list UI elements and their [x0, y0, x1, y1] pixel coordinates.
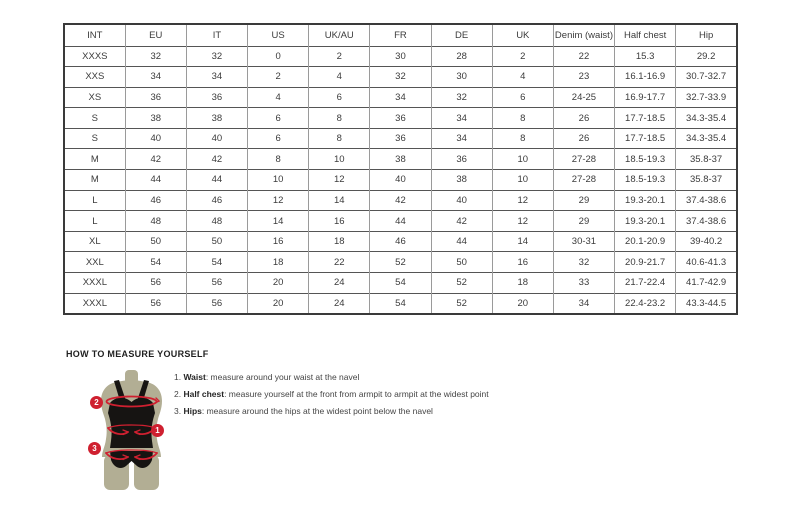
table-cell: 34	[125, 67, 186, 88]
table-cell: 12	[309, 170, 370, 191]
step-term: Half chest	[183, 389, 225, 399]
table-cell: 24-25	[553, 87, 614, 108]
col-header-it: IT	[186, 24, 247, 46]
table-cell: 12	[492, 211, 553, 232]
table-cell: 34	[186, 67, 247, 88]
table-cell: 18	[492, 273, 553, 294]
table-cell: 0	[248, 46, 309, 67]
table-cell: 56	[186, 273, 247, 294]
table-cell: 20	[492, 293, 553, 314]
table-cell: 32	[125, 46, 186, 67]
table-row	[64, 128, 737, 149]
table-cell: 48	[186, 211, 247, 232]
table-cell: 42	[370, 190, 431, 211]
table-cell: 27-28	[553, 149, 614, 170]
table-cell: 2	[248, 67, 309, 88]
table-cell: 18	[248, 252, 309, 273]
table-cell: 56	[125, 273, 186, 294]
table-cell: 19.3-20.1	[615, 211, 676, 232]
table-cell: XXXS	[64, 46, 125, 67]
table-cell: 18.5-19.3	[615, 170, 676, 191]
table-row	[64, 87, 737, 108]
table-cell: 32	[186, 46, 247, 67]
table-cell: 42	[431, 211, 492, 232]
table-cell: 8	[309, 108, 370, 129]
table-row	[64, 190, 737, 211]
table-cell: L	[64, 211, 125, 232]
table-cell: 44	[431, 231, 492, 252]
table-cell: 10	[492, 170, 553, 191]
table-row	[64, 46, 737, 67]
table-cell: 35.8-37	[676, 149, 737, 170]
table-cell: 12	[492, 190, 553, 211]
table-cell: 16	[248, 231, 309, 252]
table-cell: 44	[125, 170, 186, 191]
table-cell: XXXL	[64, 293, 125, 314]
table-cell: 4	[492, 67, 553, 88]
table-cell: 20	[248, 293, 309, 314]
table-cell: 4	[309, 67, 370, 88]
table-cell: 30	[370, 46, 431, 67]
table-cell: 6	[309, 87, 370, 108]
table-cell: 42	[186, 149, 247, 170]
table-cell: 44	[186, 170, 247, 191]
table-cell: 20.9-21.7	[615, 252, 676, 273]
step-number: 1.	[174, 372, 184, 382]
table-cell: 37.4-38.6	[676, 211, 737, 232]
step-number: 2.	[174, 389, 184, 399]
table-cell: 44	[370, 211, 431, 232]
table-cell: 40	[370, 170, 431, 191]
table-cell: 16.1-16.9	[615, 67, 676, 88]
table-row	[64, 149, 737, 170]
table-cell: 14	[248, 211, 309, 232]
table-cell: 22	[553, 46, 614, 67]
table-cell: 30.7-32.7	[676, 67, 737, 88]
table-cell: 22	[309, 252, 370, 273]
measure-section-heading: HOW TO MEASURE YOURSELF	[66, 349, 209, 359]
table-cell: 29	[553, 190, 614, 211]
measure-instructions	[174, 369, 594, 420]
table-cell: 42	[125, 149, 186, 170]
table-cell: 36	[186, 87, 247, 108]
table-cell: 2	[309, 46, 370, 67]
table-cell: 18	[309, 231, 370, 252]
table-cell: 34.3-35.4	[676, 108, 737, 129]
measure-step-waist	[174, 369, 594, 386]
table-row	[64, 273, 737, 294]
table-row	[64, 108, 737, 129]
table-cell: 6	[248, 108, 309, 129]
step-number: 3.	[174, 406, 184, 416]
table-cell: 29	[553, 211, 614, 232]
step-text: : measure around your waist at the navel	[205, 372, 360, 382]
table-cell: 40	[431, 190, 492, 211]
size-chart-table	[63, 23, 738, 315]
table-cell: L	[64, 190, 125, 211]
table-cell: 38	[125, 108, 186, 129]
table-cell: 19.3-20.1	[615, 190, 676, 211]
table-cell: 40	[186, 128, 247, 149]
table-cell: 36	[370, 128, 431, 149]
table-cell: 35.8-37	[676, 170, 737, 191]
size-chart-header	[64, 24, 737, 46]
table-cell: XXS	[64, 67, 125, 88]
waist-badge: 1	[151, 424, 164, 437]
table-cell: 20.1-20.9	[615, 231, 676, 252]
table-cell: 8	[248, 149, 309, 170]
table-cell: 24	[309, 273, 370, 294]
table-cell: XXL	[64, 252, 125, 273]
table-row	[64, 170, 737, 191]
hips-badge: 3	[88, 442, 101, 455]
col-header-uk: UK	[492, 24, 553, 46]
table-cell: 2	[492, 46, 553, 67]
step-term: Waist	[183, 372, 206, 382]
table-cell: 4	[248, 87, 309, 108]
table-cell: 37.4-38.6	[676, 190, 737, 211]
table-cell: 46	[186, 190, 247, 211]
table-cell: 26	[553, 108, 614, 129]
table-cell: 10	[309, 149, 370, 170]
table-row	[64, 67, 737, 88]
table-cell: 32	[431, 87, 492, 108]
measure-step-hips	[174, 403, 594, 420]
table-cell: 48	[125, 211, 186, 232]
mannequin-illustration	[84, 370, 179, 492]
table-cell: 8	[492, 128, 553, 149]
table-cell: 22.4-23.2	[615, 293, 676, 314]
col-header-uk-au: UK/AU	[309, 24, 370, 46]
table-cell: 26	[553, 128, 614, 149]
table-cell: 21.7-22.4	[615, 273, 676, 294]
table-cell: 40.6-41.3	[676, 252, 737, 273]
table-cell: 38	[186, 108, 247, 129]
table-cell: 14	[492, 231, 553, 252]
table-cell: 16	[309, 211, 370, 232]
table-cell: 38	[431, 170, 492, 191]
table-cell: XXXL	[64, 273, 125, 294]
table-cell: 8	[309, 128, 370, 149]
table-cell: XS	[64, 87, 125, 108]
table-cell: 54	[370, 273, 431, 294]
table-cell: 36	[125, 87, 186, 108]
table-cell: 30	[431, 67, 492, 88]
table-cell: 32	[553, 252, 614, 273]
table-cell: 40	[125, 128, 186, 149]
table-cell: 34	[431, 108, 492, 129]
table-cell: 8	[492, 108, 553, 129]
col-header-de: DE	[431, 24, 492, 46]
table-cell: S	[64, 128, 125, 149]
table-row	[64, 293, 737, 314]
table-cell: 32.7-33.9	[676, 87, 737, 108]
table-cell: 56	[186, 293, 247, 314]
col-header-denim-waist: Denim (waist)	[553, 24, 614, 46]
table-cell: 15.3	[615, 46, 676, 67]
table-cell: 32	[370, 67, 431, 88]
table-cell: M	[64, 170, 125, 191]
table-cell: 52	[370, 252, 431, 273]
table-cell: 24	[309, 293, 370, 314]
col-header-us: US	[248, 24, 309, 46]
table-row	[64, 231, 737, 252]
table-cell: 34	[370, 87, 431, 108]
table-cell: 10	[248, 170, 309, 191]
col-header-int: INT	[87, 29, 103, 41]
table-cell: 28	[431, 46, 492, 67]
table-cell: 27-28	[553, 170, 614, 191]
col-header-fr: FR	[370, 24, 431, 46]
table-cell: 34.3-35.4	[676, 128, 737, 149]
table-cell: 50	[431, 252, 492, 273]
table-cell: 54	[370, 293, 431, 314]
table-cell: 34	[431, 128, 492, 149]
table-cell: 54	[186, 252, 247, 273]
table-cell: 17.7-18.5	[615, 108, 676, 129]
table-cell: 36	[431, 149, 492, 170]
table-cell: 23	[553, 67, 614, 88]
measure-step-half-chest	[174, 386, 594, 403]
table-cell: 39-40.2	[676, 231, 737, 252]
table-cell: 54	[125, 252, 186, 273]
col-header-eu: EU	[125, 24, 186, 46]
table-cell: XL	[64, 231, 125, 252]
table-cell: 50	[125, 231, 186, 252]
step-text: : measure around the hips at the widest point below the navel	[201, 406, 433, 416]
table-cell: 17.7-18.5	[615, 128, 676, 149]
table-row	[64, 252, 737, 273]
table-cell: 30-31	[553, 231, 614, 252]
header-row	[64, 24, 737, 46]
table-row	[64, 211, 737, 232]
table-cell: 52	[431, 273, 492, 294]
half-chest-badge: 2	[90, 396, 103, 409]
table-cell: 34	[553, 293, 614, 314]
table-cell: 50	[186, 231, 247, 252]
table-cell: 46	[125, 190, 186, 211]
table-cell: S	[64, 108, 125, 129]
table-cell: 16	[492, 252, 553, 273]
table-cell: 20	[248, 273, 309, 294]
table-cell: 56	[125, 293, 186, 314]
table-cell: 16.9-17.7	[615, 87, 676, 108]
step-text: : measure yourself at the front from armpit to armpit at the widest point	[224, 389, 489, 399]
measurement-figure	[84, 370, 179, 492]
table-cell: 6	[492, 87, 553, 108]
table-cell: 36	[370, 108, 431, 129]
col-header-hip: Hip	[676, 24, 737, 46]
size-chart-body	[64, 46, 737, 314]
table-cell: 6	[248, 128, 309, 149]
table-cell: 41.7-42.9	[676, 273, 737, 294]
table-cell: 10	[492, 149, 553, 170]
table-cell: 14	[309, 190, 370, 211]
table-cell: 33	[553, 273, 614, 294]
table-cell: 18.5-19.3	[615, 149, 676, 170]
step-term: Hips	[183, 406, 202, 416]
table-cell: 43.3-44.5	[676, 293, 737, 314]
col-header-half-chest: Half chest	[615, 24, 676, 46]
table-cell: M	[64, 149, 125, 170]
table-cell: 12	[248, 190, 309, 211]
table-cell: 52	[431, 293, 492, 314]
table-cell: 46	[370, 231, 431, 252]
table-cell: 29.2	[676, 46, 737, 67]
table-cell: 38	[370, 149, 431, 170]
